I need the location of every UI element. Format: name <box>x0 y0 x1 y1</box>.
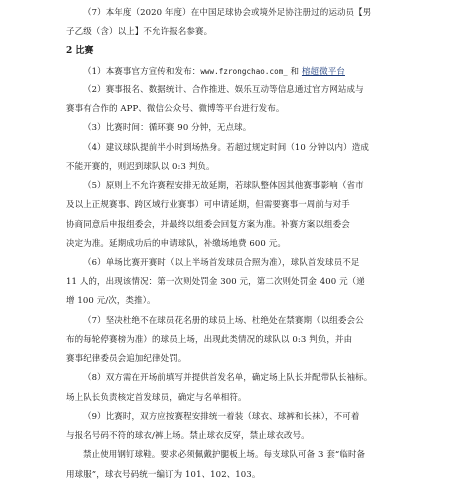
rule-paragraph-3 <box>66 119 376 138</box>
website-url: www.fzrongchao.com <box>200 66 284 76</box>
text-line: 子乙级（含）以上】不允许报名参赛。 <box>66 27 213 38</box>
section-heading: 2 比赛 <box>66 46 94 57</box>
text-line: （8）双方需在开场前填写并提供首发名单，确定场上队长并配带队长袖标。 <box>83 373 373 384</box>
rule-paragraph-2 <box>66 81 376 119</box>
rule-paragraph-9 <box>66 408 376 446</box>
text-line <box>66 62 376 81</box>
text-line: 增 100 元/次，类推）。 <box>66 296 156 307</box>
text-line: 用球服”，球衣号码统一编订为 101、102、103。 <box>66 469 261 480</box>
text-line: （2）赛事报名、数据统计、合作推进、娱乐互动等信息通过官方网站成与 <box>83 84 364 95</box>
text-line: （7）本年度（2020 年度）在中国足球协会或境外足协注册过的运动员【男 <box>83 8 372 18</box>
rule-paragraph-8 <box>66 369 376 407</box>
text-line: （4）建议球队提前半小时到场热身。若超过规定时间（10 分钟以内）造成 <box>83 142 369 153</box>
text-line: 不能开赛的，则迟到球队以 0:3 判负。 <box>66 161 215 172</box>
rule-paragraph-7 <box>66 312 376 370</box>
rule-paragraph-6 <box>66 254 376 312</box>
text-line: （6）单场比赛开赛时（以上半场首发球员合照为准），球队首发球员不足 <box>83 257 360 268</box>
text-line: 赛事纪律委员会追加纪律处罚。 <box>66 354 187 365</box>
text-line: （5）原则上不允许赛程安排无故延期，若球队整体因其他赛事影响（省市 <box>83 181 364 192</box>
text-line: 协商同意后申报组委会，并最终以组委会回复方案为准。补赛方案以组委会 <box>66 219 350 230</box>
rule-paragraph-5 <box>66 177 376 254</box>
text-line: （9）比赛时，双方应按赛程安排统一着装（球衣、球裤和长袜），不可着 <box>83 411 360 422</box>
text-separator: _ 和 <box>283 66 302 77</box>
intro-paragraph <box>66 4 376 42</box>
text-line: （3）比赛时间：循环赛 90 分钟，无点球。 <box>83 123 252 134</box>
text-line: 决定为准。延期成功后的申请球队，补缴场地费 600 元。 <box>66 238 286 249</box>
text-line: 场上队长负责核定首发球员，确定与名单相符。 <box>66 392 247 403</box>
text-line: 赛事有合作的 APP、微信公众号、微博等平台进行发布。 <box>66 104 285 115</box>
text-line: 及以上正规赛事、跨区域行业赛事）可申请延期，但需要赛事一周前与对手 <box>66 200 350 211</box>
text-line: 布的每轮停赛榜为准）的球员上场，出现此类情况的球队以 0:3 判负，并由 <box>66 334 353 345</box>
wechat-platform-link[interactable]: 榕超微平台 <box>301 66 345 77</box>
rule-paragraph-4 <box>66 139 376 177</box>
text-line: 与报名号码不符的球衣/裤上场。禁止球衣反穿，禁止球衣改号。 <box>66 431 310 442</box>
rule-paragraph-10 <box>66 446 376 484</box>
rule-paragraph-1 <box>66 62 376 81</box>
text-line: （7）坚决杜绝不在球员花名册的球员上场、杜绝处在禁赛期（以组委会公 <box>83 315 364 326</box>
text-line: 禁止使用钢钉球鞋。要求必须佩戴护腿板上场。每支球队可备 3 套“临时备 <box>83 450 366 461</box>
text-line: 11 人的，出现该情况：第一次则处罚金 300 元，第二次则处罚金 400 元（递 <box>66 277 365 288</box>
text-prefix: （1）本赛事官方宣传和发布： <box>83 66 201 77</box>
